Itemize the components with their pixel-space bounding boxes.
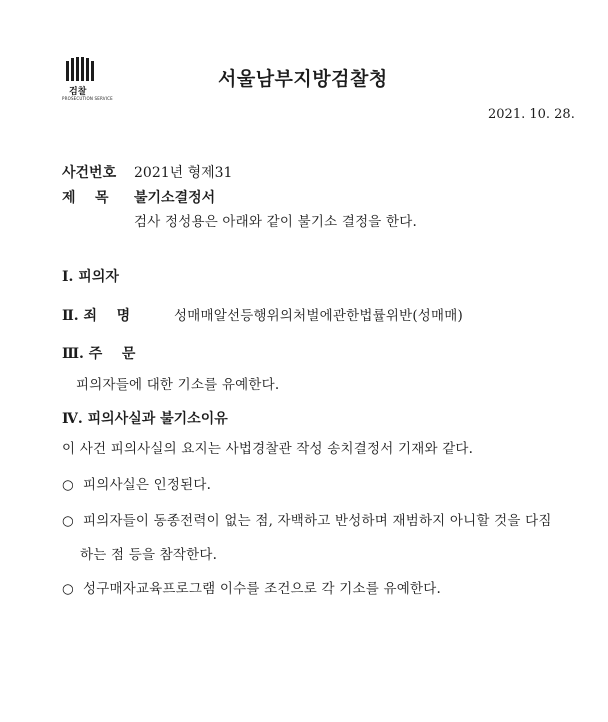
decision-intro: 검사 정성용은 아래와 같이 불기소 결정을 한다.	[134, 214, 418, 230]
case-number-label: 사건번호	[62, 165, 117, 181]
section-1-heading: Ⅰ. 피의자	[62, 269, 119, 285]
document-date: 2021. 10. 28.	[488, 107, 575, 122]
facts-summary: 이 사건 피의사실의 요지는 사법경찰관 작성 송치결정서 기재와 같다.	[62, 441, 474, 457]
prosecution-emblem-icon	[66, 57, 98, 81]
logo-text: 검찰	[69, 87, 87, 97]
charge-name: 성매매알선등행위의처벌에관한법률위반(성매매)	[174, 308, 463, 324]
reason-bullet-2-continued: 하는 점 등을 참작한다.	[80, 547, 218, 563]
prosecution-logo	[62, 57, 113, 107]
reason-bullet-3: ○ 성구매자교육프로그램 이수를 조건으로 각 기소를 유예한다.	[62, 581, 441, 597]
reason-bullet-2: ○ 피의자들이 동종전력이 없는 점, 자백하고 반성하며 재범하지 아니할 것을 다짐	[62, 513, 552, 529]
section-3-heading: Ⅲ. 주 문	[62, 346, 136, 362]
disposition-text: 피의자들에 대한 기소를 유예한다.	[76, 377, 280, 393]
section-4-heading: Ⅳ. 피의사실과 불기소이유	[62, 411, 228, 427]
office-name: 서울남부지방검찰청	[218, 68, 388, 90]
case-title-label: 제 목	[62, 190, 109, 206]
case-number-value: 2021년 형제31	[134, 165, 233, 181]
case-title-value: 불기소결정서	[134, 190, 216, 206]
logo-subtext: PROSECUTION SERVICE	[62, 96, 113, 101]
reason-bullet-1: ○ 피의사실은 인정된다.	[62, 477, 212, 493]
section-2-heading: Ⅱ. 죄 명	[62, 308, 131, 324]
